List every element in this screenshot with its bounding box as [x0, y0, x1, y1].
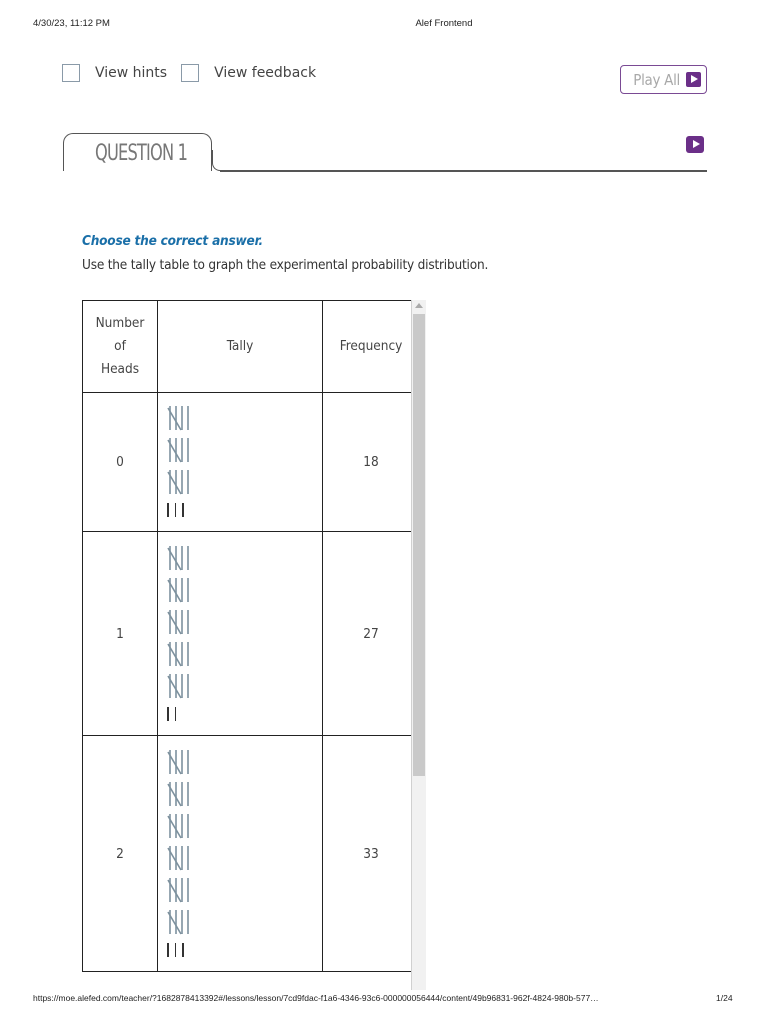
- cell-heads: 1: [83, 532, 158, 736]
- question-tab-curve: [212, 150, 222, 171]
- tally-group: [167, 402, 321, 434]
- tally-five-mark: [167, 436, 193, 464]
- table-row: [83, 532, 420, 736]
- tally-five-mark: [167, 608, 193, 636]
- tally-five-mark: [167, 876, 193, 904]
- tally-one-mark: [175, 503, 177, 517]
- view-hints-checkbox[interactable]: [62, 64, 80, 82]
- tally-one-mark: [182, 943, 184, 957]
- tally-five-mark: [167, 468, 193, 496]
- view-hints-toggle[interactable]: [62, 64, 167, 82]
- cell-heads: 2: [83, 736, 158, 972]
- question-instruction: Choose the correct answer.: [82, 233, 263, 249]
- tally-ones: [167, 938, 321, 962]
- print-page-number: 1/24: [716, 993, 733, 1003]
- tally-five-mark: [167, 576, 193, 604]
- tally-group: [167, 746, 321, 778]
- tally-five-mark: [167, 404, 193, 432]
- play-all-label: Play All: [633, 70, 680, 89]
- tally-one-mark: [175, 707, 177, 721]
- view-hints-label[interactable]: View hints: [95, 65, 168, 81]
- tally-one-mark: [175, 943, 177, 957]
- print-datetime: 4/30/23, 11:12 PM: [33, 18, 110, 29]
- question-divider: [220, 170, 707, 172]
- tally-five-mark: [167, 748, 193, 776]
- cell-tally: [158, 736, 323, 972]
- table-scrollbar[interactable]: [411, 300, 426, 990]
- table-row: [83, 393, 420, 532]
- header-frequency: Frequency: [323, 301, 420, 393]
- table-header-row: [83, 301, 420, 393]
- tally-group: [167, 638, 321, 670]
- tally-five-mark: [167, 780, 193, 808]
- view-feedback-checkbox[interactable]: [181, 64, 199, 82]
- tally-table: [82, 300, 420, 972]
- tally-group: [167, 670, 321, 702]
- play-icon: [686, 72, 701, 87]
- header-heads-line: Heads: [100, 361, 140, 377]
- scroll-up-arrow-icon[interactable]: [415, 303, 423, 308]
- tally-group: [167, 906, 321, 938]
- header-number-line: Number: [95, 315, 145, 331]
- view-feedback-toggle[interactable]: [181, 64, 316, 82]
- tally-ones: [167, 498, 321, 522]
- tally-one-mark: [167, 503, 169, 517]
- tally-group: [167, 466, 321, 498]
- cell-frequency: 33: [323, 736, 420, 972]
- table-row: [83, 736, 420, 972]
- tally-group: [167, 842, 321, 874]
- tally-group: [167, 434, 321, 466]
- tally-group: [167, 810, 321, 842]
- tally-five-mark: [167, 544, 193, 572]
- header-number-of-heads: [83, 301, 158, 393]
- tally-group: [167, 574, 321, 606]
- print-url: https://moe.alefed.com/teacher/?1682878413392#/lessons/lesson/7cd9fdac-f1a6-4346-93c6-000000056444/content/49b96831-962f-4824-980b-577…: [33, 993, 599, 1003]
- tally-one-mark: [167, 707, 169, 721]
- tally-group: [167, 874, 321, 906]
- question-title: QUESTION 1: [95, 141, 188, 166]
- tally-five-mark: [167, 908, 193, 936]
- play-all-button[interactable]: [620, 65, 707, 94]
- tally-one-mark: [167, 943, 169, 957]
- print-page-title: Alef Frontend: [415, 18, 473, 29]
- tally-table-container[interactable]: [82, 300, 427, 990]
- question-prompt: Use the tally table to graph the experimental probability distribution.: [82, 257, 489, 273]
- tally-ones: [167, 702, 321, 726]
- tally-group: [167, 542, 321, 574]
- view-toggles: [62, 64, 330, 82]
- cell-heads: 0: [83, 393, 158, 532]
- cell-frequency: 18: [323, 393, 420, 532]
- tally-group: [167, 778, 321, 810]
- cell-tally: [158, 532, 323, 736]
- cell-tally: [158, 393, 323, 532]
- tally-one-mark: [182, 503, 184, 517]
- tally-five-mark: [167, 672, 193, 700]
- tally-five-mark: [167, 640, 193, 668]
- question-play-icon[interactable]: [686, 136, 704, 153]
- cell-frequency: 27: [323, 532, 420, 736]
- scrollbar-thumb[interactable]: [413, 314, 425, 776]
- view-feedback-label[interactable]: View feedback: [214, 65, 317, 81]
- tally-five-mark: [167, 812, 193, 840]
- header-tally: Tally: [158, 301, 323, 393]
- header-of-line: of: [114, 338, 126, 354]
- tally-five-mark: [167, 844, 193, 872]
- tally-group: [167, 606, 321, 638]
